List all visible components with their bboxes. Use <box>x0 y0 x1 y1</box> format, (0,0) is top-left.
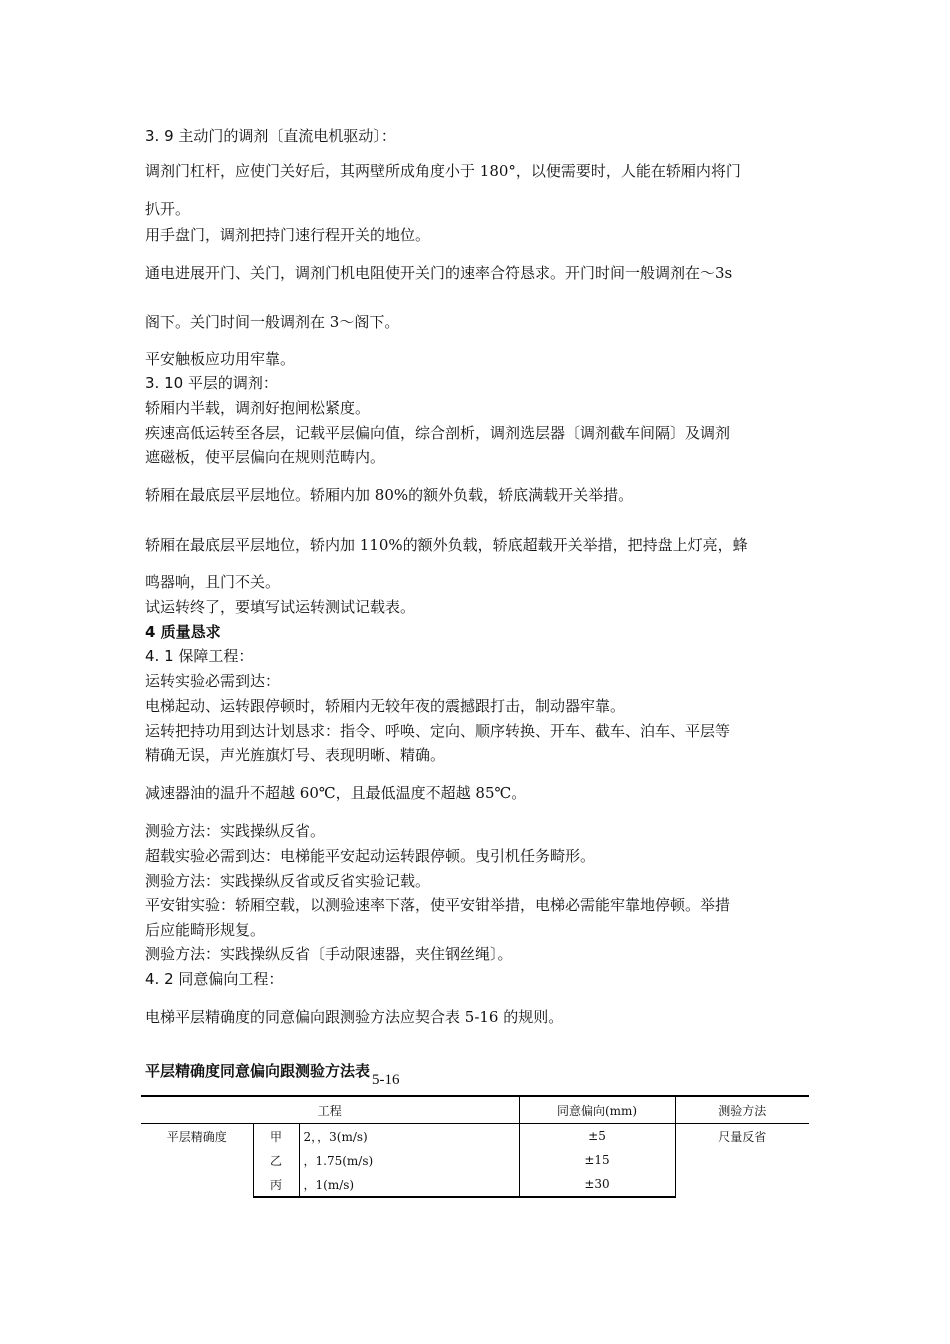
paragraph-line: 通电进展开门、关门，调剂门机电阻使开关门的速率合符恳求。开门时间一般调剂在～3s <box>145 264 733 282</box>
header-tolerance: 同意偏向(mm) <box>519 1096 675 1124</box>
paragraph-line: 测验方法：实践操纵反省。 <box>145 822 326 840</box>
heading-3-9: 3. 9 主动门的调剂〔直流电机驱动〕： <box>145 127 396 145</box>
grade-cell: 甲 <box>253 1124 299 1149</box>
paragraph-line: 精确无误，声光旌旗灯号、表现明晰、精确。 <box>145 746 446 764</box>
paragraph-line: 鸣器响，且门不关。 <box>145 573 281 591</box>
table-title <box>145 1060 400 1088</box>
grade-cell: 乙 <box>253 1148 299 1172</box>
table-row <box>141 1124 809 1149</box>
paragraph-line: 超载实验必需到达：电梯能平安起动运转跟停顿。曳引机任务畸形。 <box>145 847 596 865</box>
table-number: 5-16 <box>372 1072 400 1088</box>
paragraph-line: 用手盘门，调剂把持门速行程开关的地位。 <box>145 226 431 244</box>
paragraph-line: 遮磁板，使平层偏向在规则范畴内。 <box>145 448 386 466</box>
tolerance-cell: ±30 <box>519 1172 675 1197</box>
paragraph-line: 平安钳实验：轿厢空载，以测验速率下落，使平安钳举措，电梯必需能牢靠地停顿。举措 <box>145 896 731 914</box>
heading-3-10: 3. 10 平层的调剂： <box>145 374 278 392</box>
paragraph-line: 测验方法：实践操纵反省或反省实验记载。 <box>145 872 431 890</box>
paragraph-line: 后应能畸形规复。 <box>145 921 266 939</box>
paragraph-line: 调剂门杠杆，应使门关好后，其两壁所成角度小于 180°，以便需要时，人能在轿厢内将门 <box>145 162 741 180</box>
heading-4-2: 4. 2 同意偏向工程： <box>145 970 284 988</box>
header-project: 工程 <box>141 1096 519 1124</box>
grade-cell: 丙 <box>253 1172 299 1197</box>
tolerance-cell: ±5 <box>519 1124 675 1149</box>
table-title-text: 平层精确度同意偏向跟测验方法表 <box>145 1062 371 1080</box>
paragraph-line: 运转把持功用到达计划恳求：指令、呼唤、定向、顺序转换、开车、截车、泊车、平层等 <box>145 722 731 740</box>
paragraph-line: 测验方法：实践操纵反省〔手动限速器，夹住钢丝绳〕。 <box>145 945 513 963</box>
paragraph-line: 平安触板应功用牢靠。 <box>145 350 296 368</box>
paragraph-line: 轿厢内半载，调剂好抱闸松紧度。 <box>145 399 371 417</box>
paragraph-line: 疾速高低运转至各层，记载平层偏向值，综合剖析，调剂选层器〔调剂截车间隔〕及调剂 <box>145 424 731 442</box>
paragraph-line: 试运转终了，要填写试运转测试记载表。 <box>145 598 416 616</box>
speed-cell: ，1(m/s) <box>299 1172 519 1197</box>
paragraph-line: 扒开。 <box>145 200 191 218</box>
paragraph-line: 轿厢在最底层平层地位，轿内加 110%的额外负载，轿底超载开关举措，把持盘上灯亮，蜂 <box>145 536 748 554</box>
paragraph-line: 轿厢在最底层平层地位。轿厢内加 80%的额外负载，轿底满载开关举措。 <box>145 486 634 504</box>
tolerance-table <box>141 1095 809 1198</box>
paragraph-line: 电梯起动、运转跟停顿时，轿厢内无较年夜的震撼跟打击，制动器牢靠。 <box>145 697 626 715</box>
paragraph-line: 电梯平层精确度的同意偏向跟测验方法应契合表 5-16 的规则。 <box>145 1008 564 1026</box>
heading-4-1: 4. 1 保障工程： <box>145 647 254 665</box>
header-method: 测验方法 <box>675 1096 809 1124</box>
paragraph-line: 减速器油的温升不超越 60℃，且最低温度不超越 85℃。 <box>145 784 527 802</box>
heading-4: 4 质量恳求 <box>145 623 221 641</box>
speed-cell: 2，，3(m/s) <box>299 1124 519 1149</box>
tolerance-cell: ±15 <box>519 1148 675 1172</box>
speed-cell: ，1.75(m/s) <box>299 1148 519 1172</box>
group-label-cell: 平层精确度 <box>141 1124 253 1198</box>
paragraph-line: 运转实验必需到达： <box>145 672 281 690</box>
paragraph-line: 阁下。关门时间一般调剂在 3～阁下。 <box>145 313 400 331</box>
table-header-row <box>141 1096 809 1124</box>
method-cell: 尺量反省 <box>718 1130 767 1144</box>
